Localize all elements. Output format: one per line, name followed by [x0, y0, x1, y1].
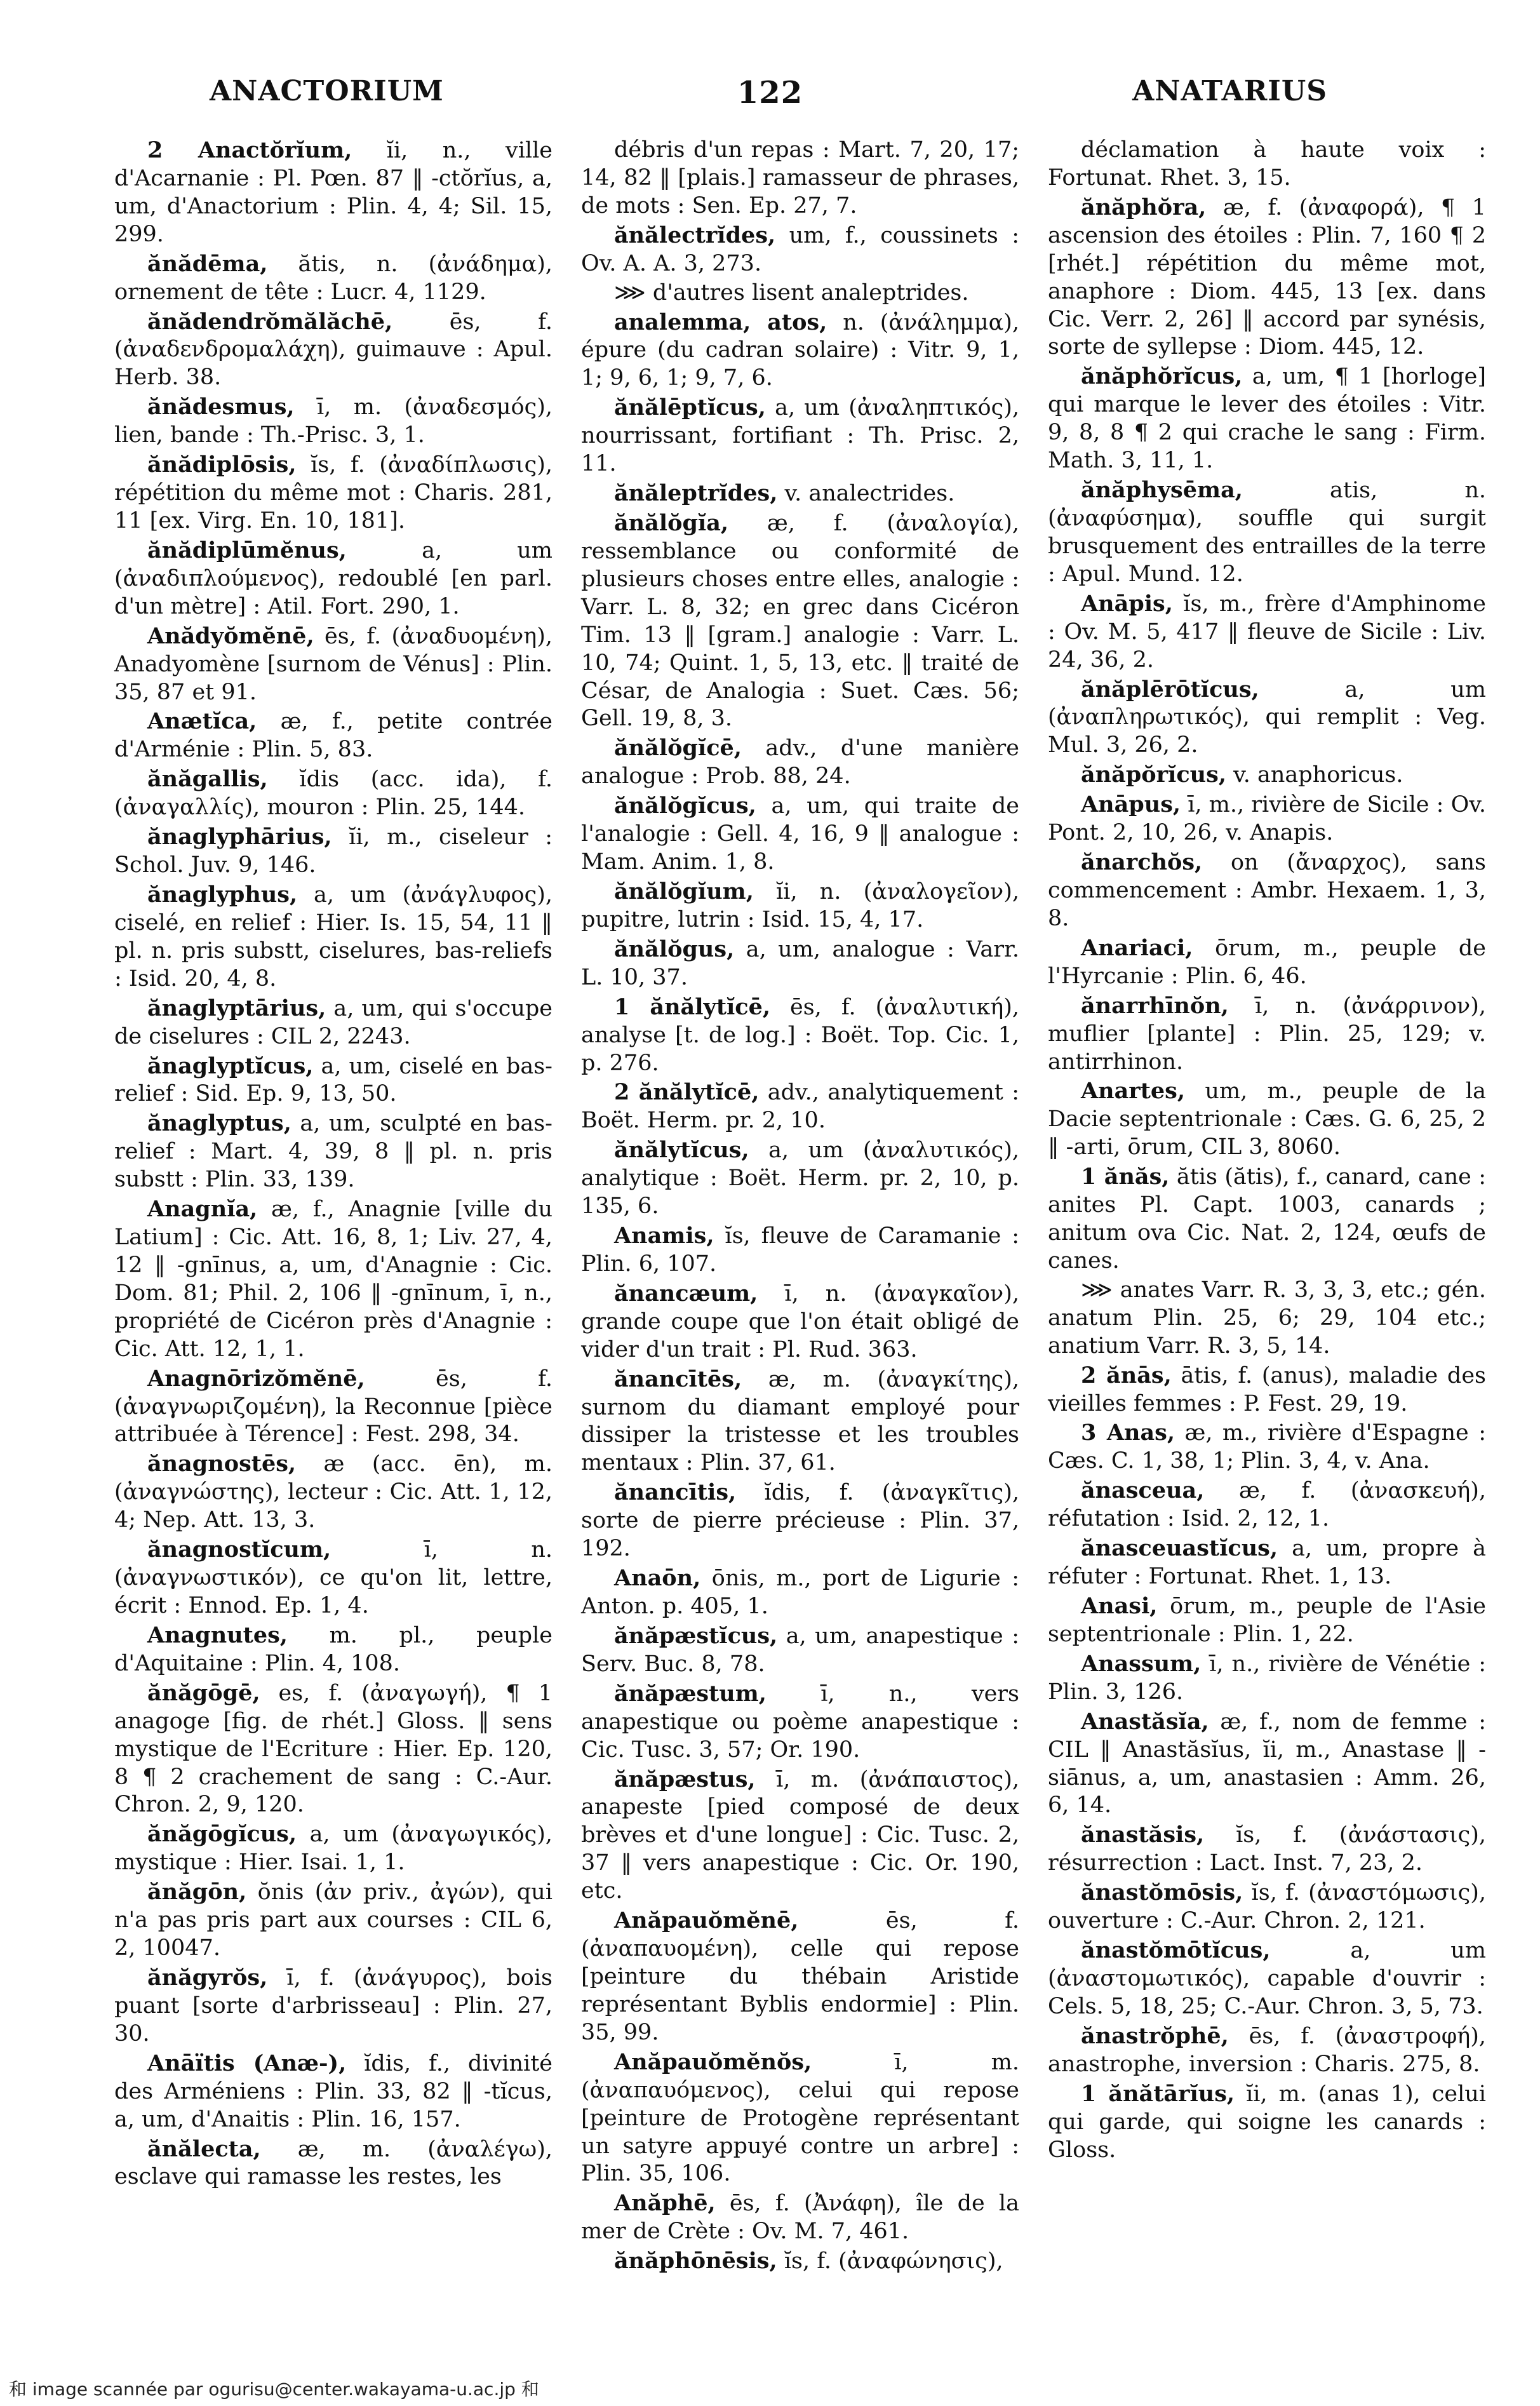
- entry-definition: ŏnis (ἀν priv., ἀγών), qui n'a pas pris part aux courses : CIL 6, 2, 10047.: [114, 1879, 552, 1961]
- entry-definition: ēs, f. (Ἀνάφη), île de la mer de Crète : Ov. M. 7, 461.: [581, 2191, 1019, 2245]
- entry-headword: ănagnostĭcum,: [147, 1536, 331, 1563]
- entry-definition: æ, m. (ἀναγκίτης), surnom du diamant employé pour dissiper la tristesse et les troubles mentaux : Plin. 37, 61.: [581, 1366, 1019, 1476]
- entry-definition: ĭdis, f. (ἀναγκῖτις), sorte de pierre précieuse : Plin. 37, 192.: [581, 1480, 1019, 1562]
- dictionary-entry: [1048, 992, 1486, 1077]
- dictionary-entry: [114, 1110, 552, 1194]
- dictionary-entry: [1048, 137, 1486, 192]
- entry-headword: ănăgōgē,: [147, 1679, 260, 1706]
- entry-definition: adv., analytiquement : Boët. Herm. pr. 2, 10.: [581, 1080, 1019, 1134]
- column-left: [114, 137, 552, 2226]
- dictionary-entry: [581, 734, 1019, 791]
- entry-definition: ī, m. (ἀνάπαιστος), anapeste [pied composé de deux brèves et d'une longue] : Cic. Tusc. 2, 37 ‖ vers anapestique : Cic. Or. 190, etc.: [581, 1766, 1019, 1904]
- column-right: [1048, 137, 1486, 2226]
- entry-headword: Anăpauŏmĕnŏs,: [614, 2048, 812, 2075]
- entry-definition: a, um, analogue : Varr. L. 10, 37.: [581, 936, 1019, 990]
- dictionary-entry: [114, 1450, 552, 1535]
- entry-definition: æ, f. (ἀνασκευή), réfutation : Isid. 2, 12, 1.: [1048, 1478, 1486, 1532]
- dictionary-entry: [114, 823, 552, 880]
- entry-definition: v. anaphoricus.: [1226, 762, 1403, 788]
- dictionary-columns: [114, 137, 1487, 2275]
- entry-headword: Anāpis,: [1081, 590, 1173, 617]
- dictionary-entry: [581, 792, 1019, 877]
- dictionary-entry: [114, 1195, 552, 1364]
- entry-headword: ănălectrĭdes,: [614, 222, 776, 248]
- entry-headword: Anariaci,: [1081, 934, 1193, 961]
- entry-definition: ōrum, m., peuple de l'Asie septentrionale : Plin. 1, 22.: [1048, 1594, 1486, 1647]
- entry-headword: ănagnostēs,: [147, 1451, 297, 1477]
- dictionary-entry: [1048, 761, 1486, 790]
- dictionary-entry: [581, 222, 1019, 278]
- entry-headword: ănălŏgĭcē,: [614, 735, 742, 762]
- entry-headword: ănasceuastĭcus,: [1081, 1535, 1278, 1562]
- entry-definition: æ, f., petite contrée d'Arménie : Plin. 5, 83.: [114, 709, 552, 763]
- entry-definition: ĭs, f. (ἀνάστασις), résurrection : Lact. Inst. 7, 23, 2.: [1048, 1822, 1486, 1876]
- entry-definition: ī, m. (ἀναδεσμός), lien, bande : Th.-Prisc. 3, 1.: [114, 394, 552, 448]
- entry-definition: ī, n., vers anapestique ou poème anapestique : Cic. Tusc. 3, 57; Or. 190.: [581, 1681, 1019, 1763]
- dictionary-entry: [581, 394, 1019, 478]
- entry-headword: 1 ănătārĭus,: [1081, 2080, 1235, 2107]
- dictionary-entry: [114, 2135, 552, 2192]
- scan-credit: 和 image scannée par ogurisu@center.wakayama-u.ac.jp 和: [9, 2379, 539, 2400]
- dictionary-entry: [581, 1564, 1019, 1621]
- dictionary-entry: [114, 250, 552, 307]
- dictionary-entry: [1048, 1077, 1486, 1162]
- entry-definition: ī, n. (ἀναγνωστικόν), ce qu'on lit, lettre, écrit : Ennod. Ep. 1, 4.: [114, 1537, 552, 1619]
- entry-headword: Anamis,: [614, 1223, 714, 1249]
- entry-headword: ănădesmus,: [147, 394, 295, 420]
- entry-definition: a, um (ἀναληπτικός), nourrissant, fortifiant : Th. Prisc. 2, 11.: [581, 395, 1019, 477]
- entry-definition: ēs, f. (ἀναδυομένη), Anadyomène [surnom de Vénus] : Plin. 35, 87 et 91.: [114, 623, 552, 705]
- entry-headword: ănancītēs,: [614, 1366, 742, 1392]
- entry-definition: æ, f., nom de femme : CIL ‖ Anastăsĭus, ĭi, m., Anastase ‖ -siānus, a, um, anastasien : Amm. 26, 6, 14.: [1048, 1709, 1486, 1818]
- dictionary-entry: [114, 137, 552, 249]
- entry-headword: Anartes,: [1081, 1078, 1186, 1105]
- dictionary-entry: [581, 1136, 1019, 1221]
- dictionary-entry: [581, 1479, 1019, 1563]
- dictionary-entry: [581, 878, 1019, 934]
- entry-headword: ănăpæstĭcus,: [614, 1622, 778, 1649]
- entry-definition: ēs, f. (ἀναστροφή), anastrophe, inversion : Charis. 275, 8.: [1048, 2023, 1486, 2077]
- entry-definition: m. pl., peuple d'Aquitaine : Plin. 4, 108.: [114, 1622, 552, 1676]
- dictionary-entry: [581, 1907, 1019, 2047]
- entry-headword: ănancæum,: [614, 1280, 758, 1307]
- dictionary-entry: [114, 1536, 552, 1620]
- entry-headword: 1 ănălytĭcē,: [614, 993, 771, 1020]
- entry-definition: a, um, qui traite de l'analogie : Gell. 4, 16, 9 ‖ analogue : Mam. Anim. 1, 8.: [581, 793, 1019, 875]
- dictionary-entry: [1048, 1277, 1486, 1361]
- entry-definition: um, m., peuple de la Dacie septentrionale : Cæs. G. 6, 25, 2 ‖ -arti, ōrum, CIL 3, 8060.: [1048, 1079, 1486, 1160]
- entry-definition: ī, n. (ἀναγκαῖον), grande coupe que l'on était obligé de vider d'un trait : Pl. Rud. 363.: [581, 1280, 1019, 1362]
- dictionary-entry: [114, 537, 552, 621]
- dictionary-entry: [581, 509, 1019, 733]
- dictionary-entry: [1048, 1821, 1486, 1878]
- entry-definition: atis, n. (ἀναφύσημα), souffle qui surgit brusquement des entrailles de la terre : Apul. Mund. 12.: [1048, 478, 1486, 587]
- dictionary-entry: [114, 765, 552, 822]
- dictionary-entry: [581, 2247, 1019, 2276]
- entry-definition: ēs, f. (ἀναδενδρομαλάχη), guimauve : Apul. Herb. 38.: [114, 309, 552, 391]
- entry-headword: 1 ănăs,: [1081, 1164, 1170, 1190]
- dictionary-entry: [1048, 791, 1486, 847]
- dictionary-entry: [1048, 1362, 1486, 1418]
- entry-list: [114, 137, 552, 2191]
- entry-definition: æ, m., rivière d'Espagne : Cæs. C. 1, 38, 1; Plin. 3, 4, v. Ana.: [1048, 1420, 1486, 1474]
- entry-definition: ĭdis, f., divinité des Arméniens : Plin. 33, 82 ‖ -tĭcus, a, um, d'Anaitis : Plin. 16, 157.: [114, 2050, 552, 2132]
- entry-headword: ănăgōgĭcus,: [147, 1821, 297, 1848]
- entry-headword: analemma, atos,: [614, 309, 827, 335]
- entry-headword: Anăphē,: [614, 2190, 716, 2217]
- entry-definition: ēs, f. (ἀναπαυομένη), celle qui repose [peinture du thébain Aristide représentant Byblis endormie] : Plin. 35, 99.: [581, 1908, 1019, 2045]
- entry-definition: æ, f., Anagnie [ville du Latium] : Cic. Att. 16, 8, 1; Liv. 27, 4, 12 ‖ -gnīnus, a, um, d'Anagnie : Cic. Dom. 81; Phil. 2, 106 ‖ -gnīnum, ī, n., propriété de Cicéron près d'Anagnie : Cic. Att. 12, 1, 1.: [114, 1197, 552, 1362]
- dictionary-entry: [114, 622, 552, 707]
- dictionary-entry: [581, 993, 1019, 1078]
- dictionary-entry: [1048, 1708, 1486, 1820]
- entry-headword: 2 Anactŏrĭum,: [147, 137, 352, 163]
- page-number: 122: [737, 75, 803, 111]
- entry-headword: ănăpæstus,: [614, 1766, 756, 1792]
- entry-list: [1048, 137, 1486, 2164]
- entry-headword: ănăgyrŏs,: [147, 1965, 268, 1991]
- dictionary-entry: [1048, 194, 1486, 362]
- entry-headword: ănarrhīnŏn,: [1081, 992, 1229, 1019]
- entry-headword: ănancītis,: [614, 1479, 737, 1506]
- dictionary-entry: [114, 451, 552, 535]
- dictionary-entry: [1048, 1163, 1486, 1275]
- entry-headword: ănăgōn,: [147, 1879, 247, 1905]
- entry-definition: ī, f. (ἀνάγυρος), bois puant [sorte d'arbrisseau] : Plin. 27, 30.: [114, 1965, 552, 2046]
- dictionary-entry: [1048, 1937, 1486, 2021]
- entry-definition: um, f., coussinets : Ov. A. A. 3, 273.: [581, 222, 1019, 276]
- entry-headword: ănădendrŏmălăchē,: [147, 308, 393, 335]
- dictionary-entry: [1048, 1477, 1486, 1533]
- entry-headword: ănădēma,: [147, 250, 268, 277]
- entry-definition: es, f. (ἀναγωγή), ¶ 1 anagoge [fig. de rhét.] Gloss. ‖ sens mystique de l'Ecriture : Hier. Ep. 120, 8 ¶ 2 crachement de sang : C.-Aur. Chron. 2, 9, 120.: [114, 1680, 552, 1818]
- entry-definition: ătis (ătis), f., canard, cane : anites Pl. Capt. 1003, canards ; anitum ova Cic. Nat. 2, 124, œufs de canes.: [1048, 1164, 1486, 1274]
- entry-headword: ănădiplūmĕnus,: [147, 537, 347, 563]
- entry-headword: Anagnutes,: [147, 1622, 288, 1648]
- entry-headword: Anassum,: [1081, 1650, 1202, 1677]
- entry-headword: ănălecta,: [147, 2135, 261, 2162]
- entry-definition: ātis, f. (anus), maladie des vieilles femmes : P. Fest. 29, 19.: [1048, 1362, 1487, 1416]
- dictionary-entry: [114, 995, 552, 1051]
- entry-definition: ōrum, m., peuple de l'Hyrcanie : Plin. 6, 46.: [1048, 935, 1486, 989]
- entry-definition: ĭs, f. (ἀναδίπλωσις), répétition du même mot : Charis. 281, 11 [ex. Virg. En. 10, 181].: [114, 452, 552, 534]
- entry-definition: ī, m., rivière de Sicile : Ov. Pont. 2, 10, 26, v. Anapis.: [1048, 792, 1487, 846]
- entry-headword: ănădiplōsis,: [147, 452, 297, 478]
- dictionary-entry: [114, 308, 552, 393]
- dictionary-entry: [581, 279, 1019, 307]
- dictionary-entry: [581, 1622, 1019, 1679]
- entry-headword: ănăleptrĭdes,: [614, 480, 778, 507]
- entry-headword: ănăphŏra,: [1081, 194, 1207, 220]
- dictionary-entry: [114, 1365, 552, 1449]
- entry-definition: n. (ἀνάλημμα), épure (du cadran solaire) : Vitr. 9, 1, 1; 9, 6, 1; 9, 7, 6.: [581, 309, 1019, 391]
- dictionary-entry: [581, 936, 1019, 992]
- entry-definition: a, um, ciselé en bas-relief : Sid. Ep. 9, 13, 50.: [114, 1053, 552, 1107]
- dictionary-entry: [581, 1766, 1019, 1906]
- header-last-word: ANATARIUS: [1132, 75, 1327, 107]
- entry-definition: adv., d'une manière analogue : Prob. 88, 24.: [581, 736, 1019, 790]
- dictionary-entry: [581, 2048, 1019, 2189]
- dictionary-entry: [581, 137, 1019, 220]
- entry-definition: ĭi, m. (anas 1), celui qui garde, qui soigne les canards : Gloss.: [1048, 2081, 1486, 2163]
- entry-definition: v. analectrides.: [777, 481, 955, 507]
- entry-definition: ī, n. (ἀνάρρινον), muflier [plante] : Plin. 25, 129; v. antirrhinon.: [1048, 993, 1486, 1075]
- entry-definition: a, um, qui s'occupe de ciselures : CIL 2, 2243.: [114, 995, 552, 1049]
- entry-headword: ănăphysēma,: [1081, 477, 1243, 504]
- entry-headword: Anasi,: [1081, 1593, 1158, 1620]
- dictionary-entry: [114, 708, 552, 764]
- entry-definition: a, um (ἀνάγλυφος), ciselé, en relief : Hier. Is. 15, 54, 11 ‖ pl. n. pris substt, ciselures, bas-reliefs : Isid. 20, 4, 8.: [114, 882, 552, 991]
- dictionary-entry: [1048, 2080, 1486, 2165]
- dictionary-entry: [581, 480, 1019, 508]
- entry-headword: ănăphōnēsis,: [614, 2248, 777, 2275]
- entry-headword: ănălytĭcus,: [614, 1137, 749, 1164]
- entry-definition: ĭi, n., ville d'Acarnanie : Pl. Pœn. 87 ‖ -ctŏrĭus, a, um, d'Anactorium : Plin. 4, 4; Sil. 15, 299.: [114, 138, 552, 247]
- entry-list: [581, 137, 1019, 2276]
- dictionary-entry: [581, 1680, 1019, 1764]
- entry-definition: ēs, f. (ἀναλυτική), analyse [t. de log.] : Boët. Top. Cic. 1, p. 276.: [581, 994, 1019, 1076]
- dictionary-entry: [1048, 849, 1486, 933]
- entry-headword: 2 ănălytĭcē,: [614, 1079, 760, 1106]
- entry-definition: ĭs, f. (ἀναφώνησις),: [777, 2248, 1003, 2275]
- dictionary-entry: [114, 1878, 552, 1963]
- dictionary-entry: [1048, 2022, 1486, 2079]
- entry-headword: ănaglyphārius,: [147, 824, 332, 850]
- entry-headword: ănălŏgĭa,: [614, 509, 729, 536]
- dictionary-entry: [1048, 476, 1486, 589]
- entry-definition: a, um, propre à réfuter : Fortunat. Rhet. 1, 13.: [1048, 1536, 1486, 1590]
- entry-definition: a, um, anapestique : Serv. Buc. 8, 78.: [581, 1623, 1019, 1677]
- entry-headword: ănastăsis,: [1081, 1822, 1205, 1848]
- entry-headword: ănăgallis,: [147, 766, 268, 793]
- dictionary-entry: [581, 1366, 1019, 1478]
- dictionary-entry: [1048, 363, 1486, 475]
- dictionary-entry: [1048, 676, 1486, 760]
- dictionary-entry: [581, 2189, 1019, 2246]
- entry-headword: ănălŏgĭcus,: [614, 793, 756, 819]
- entry-headword: ănăphŏrĭcus,: [1081, 363, 1243, 390]
- entry-definition: ĭi, n. (ἀναλογεῖον), pupitre, lutrin : Isid. 15, 4, 17.: [581, 878, 1019, 932]
- entry-headword: 3 Anas,: [1081, 1420, 1175, 1446]
- dictionary-entry: [1048, 1592, 1486, 1649]
- entry-headword: ănastŏmōsis,: [1081, 1879, 1243, 1906]
- entry-headword: ănăpŏrĭcus,: [1081, 762, 1227, 788]
- entry-definition: æ (acc. ēn), m. (ἀναγνώστης), lecteur : Cic. Att. 1, 12, 4; Nep. Att. 13, 3.: [114, 1451, 552, 1533]
- dictionary-entry: [114, 1964, 552, 2048]
- entry-definition: a, um (ἀναλυτικός), analytique : Boët. Herm. pr. 2, 10, p. 135, 6.: [581, 1138, 1019, 1220]
- entry-headword: ănălēptĭcus,: [614, 394, 766, 421]
- entry-definition: on (ἄναρχος), sans commencement : Ambr. Hexaem. 1, 3, 8.: [1048, 850, 1486, 931]
- entry-definition: ī, m. (ἀναπαυόμενος), celui qui repose [peinture de Protogène représentant un satyre appuyé contre un arbre] : Plin. 35, 106.: [581, 2049, 1019, 2187]
- entry-definition: a, um (ἀναδιπλούμενος), redoublé [en parl. d'un mètre] : Atil. Fort. 290, 1.: [114, 537, 552, 619]
- running-header: [114, 75, 1426, 126]
- entry-definition: a, um (ἀναπληρωτικός), qui remplit : Veg. Mul. 3, 26, 2.: [1048, 676, 1486, 758]
- dictionary-entry: [1048, 1419, 1486, 1475]
- entry-headword: Anāïtis (Anæ-),: [147, 2050, 347, 2076]
- entry-headword: ănarchŏs,: [1081, 849, 1203, 876]
- entry-definition: ătis, n. (ἀνάδημα), ornement de tête : Lucr. 4, 1129.: [114, 251, 552, 305]
- entry-definition: débris d'un repas : Mart. 7, 20, 17; 14, 82 ‖ [plais.] ramasseur de phrases, de mots : Sen. Ep. 27, 7.: [581, 137, 1019, 218]
- entry-definition: ĭi, m., ciseleur : Schol. Juv. 9, 146.: [114, 824, 552, 878]
- entry-definition: ĭs, m., frère d'Amphinome : Ov. M. 5, 417 ‖ fleuve de Sicile : Liv. 24, 36, 2.: [1048, 591, 1486, 673]
- entry-definition: ⋙ anates Varr. R. 3, 3, 3, etc.; gén. anatum Plin. 25, 6; 29, 104 etc.; anatium Varr. R. 3, 5, 14.: [1048, 1277, 1486, 1359]
- dictionary-entry: [1048, 1650, 1486, 1707]
- dictionary-entry: [1048, 934, 1486, 991]
- entry-definition: ⋙ d'autres lisent analeptrides.: [614, 279, 969, 306]
- entry-headword: Anāpus,: [1081, 791, 1181, 818]
- dictionary-entry: [581, 309, 1019, 393]
- entry-definition: æ, f. (ἀναφορά), ¶ 1 ascension des étoiles : Plin. 7, 160 ¶ 2 [rhét.] répétition du même mot, anaphore : Diom. 445, 13 [ex. dans Cic. Verr. 2, 26] ‖ accord par synésis, sorte de syllepse : Diom. 445, 12.: [1048, 194, 1486, 360]
- dictionary-entry: [1048, 1535, 1486, 1591]
- dictionary-entry: [581, 1079, 1019, 1135]
- entry-headword: Anăpauŏmĕnē,: [614, 1907, 799, 1934]
- entry-definition: ĭs, f. (ἀναστόμωσις), ouverture : C.-Aur. Chron. 2, 121.: [1048, 1880, 1486, 1934]
- dictionary-entry: [114, 1052, 552, 1109]
- entry-headword: ănălŏgĭum,: [614, 878, 754, 904]
- entry-headword: 2 ănās,: [1081, 1362, 1172, 1388]
- entry-definition: æ, m. (ἀναλέγω), esclave qui ramasse les restes, les: [114, 2136, 552, 2190]
- entry-headword: Anădyŏmĕnē,: [147, 622, 314, 649]
- dictionary-entry: [114, 2050, 552, 2134]
- entry-definition: a, um, sculpté en bas-relief : Mart. 4, 39, 8 ‖ pl. n. pris substt : Plin. 33, 139.: [114, 1111, 552, 1193]
- entry-headword: ănălŏgus,: [614, 936, 735, 962]
- entry-headword: Anagnōrizŏmĕnē,: [147, 1365, 365, 1392]
- dictionary-entry: [114, 1622, 552, 1678]
- entry-definition: ī, n., rivière de Vénétie : Plin. 3, 126.: [1048, 1651, 1486, 1705]
- entry-definition: æ, f. (ἀναλογία), ressemblance ou conformité de plusieurs choses entre elles, analogie : Varr. L. 8, 32; en grec dans Cicéron Tim. 13 ‖ [gram.] analogie : Varr. L. 10, 74; Quint. 1, 5, 13, etc. ‖ traité de César, de Analogia : Suet. Cæs. 56; Gell. 19, 8, 3.: [581, 510, 1019, 732]
- entry-headword: Anætĭca,: [147, 708, 257, 735]
- entry-headword: ănasceua,: [1081, 1477, 1205, 1504]
- entry-headword: ănaglyptus,: [147, 1110, 291, 1137]
- entry-headword: ănaglyptārius,: [147, 995, 326, 1021]
- entry-headword: ănăpæstum,: [614, 1680, 767, 1707]
- entry-headword: ănaglyphus,: [147, 881, 298, 908]
- header-first-word: ANACTORIUM: [210, 75, 444, 107]
- dictionary-entry: [1048, 1879, 1486, 1935]
- entry-headword: Anastăsĭa,: [1081, 1708, 1209, 1735]
- dictionary-entry: [581, 1280, 1019, 1364]
- entry-headword: Anagnĭa,: [147, 1196, 258, 1223]
- entry-definition: ĭdis (acc. ida), f. (ἀναγαλλίς), mouron : Plin. 25, 144.: [114, 767, 552, 821]
- dictionary-entry: [114, 393, 552, 450]
- entry-definition: a, um, ¶ 1 [horloge] qui marque le lever des étoiles : Vitr. 9, 8, 8 ¶ 2 qui crache le sang : Firm. Math. 3, 11, 1.: [1048, 364, 1486, 474]
- dictionary-entry: [114, 881, 552, 993]
- dictionary-entry: [114, 1820, 552, 1877]
- entry-headword: ănaglyptĭcus,: [147, 1052, 314, 1079]
- entry-definition: a, um (ἀναγωγικός), mystique : Hier. Isai. 1, 1.: [114, 1822, 552, 1876]
- entry-headword: Anaōn,: [614, 1565, 701, 1592]
- entry-definition: ēs, f. (ἀναγνωριζομένη), la Reconnue [pièce attribuée à Térence] : Fest. 298, 34.: [114, 1366, 552, 1448]
- entry-definition: déclamation à haute voix : Fortunat. Rhet. 3, 15.: [1048, 137, 1486, 191]
- entry-definition: ōnis, m., port de Ligurie : Anton. p. 405, 1.: [581, 1566, 1019, 1620]
- dictionary-entry: [1048, 590, 1486, 675]
- entry-definition: ĭs, fleuve de Caramanie : Plin. 6, 107.: [581, 1223, 1019, 1277]
- entry-headword: ănastŏmōtĭcus,: [1081, 1937, 1271, 1964]
- entry-headword: ănastrŏphē,: [1081, 2022, 1229, 2049]
- column-middle: [581, 137, 1019, 2275]
- entry-headword: ănăplērōtĭcus,: [1081, 676, 1259, 702]
- dictionary-entry: [114, 1679, 552, 1820]
- dictionary-entry: [581, 1222, 1019, 1279]
- entry-definition: a, um (ἀναστομωτικός), capable d'ouvrir : Cels. 5, 18, 25; C.-Aur. Chron. 3, 5, 73.: [1048, 1938, 1486, 2019]
